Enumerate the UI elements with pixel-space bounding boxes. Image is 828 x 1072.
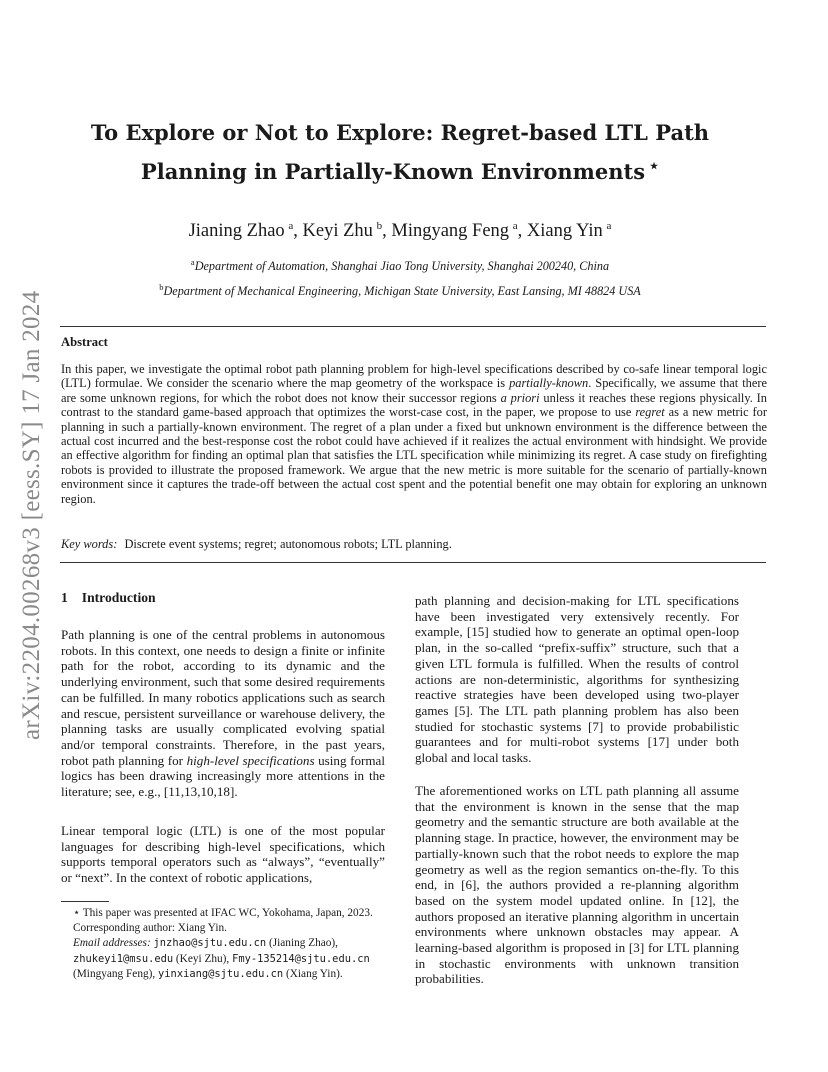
email-owner: (Xiang Yin).	[286, 967, 343, 980]
abstract-bottom-rule	[60, 562, 766, 563]
affiliation-item	[60, 252, 740, 277]
footnote-emails	[61, 936, 391, 982]
author-sep: ,	[382, 221, 392, 242]
abstract-heading: Abstract	[61, 335, 108, 349]
intro-paragraph-4	[415, 783, 739, 987]
author-affil-mark: a	[606, 220, 612, 232]
affiliation-mark: b	[159, 282, 164, 293]
intro-paragraph-2	[61, 823, 385, 886]
affiliations	[60, 252, 740, 302]
affiliation-mark: a	[190, 257, 195, 267]
arxiv-identifier: arXiv:2204.00268v3 [eess.SY] 17 Jan 2024	[18, 290, 45, 740]
email-owner: (Mingyang Feng),	[73, 967, 156, 980]
author-name: Mingyang Feng	[391, 221, 510, 242]
title-line-1: To Explore or Not to Explore: Regret-based LTL Path	[90, 120, 710, 145]
intro-paragraph-1	[61, 627, 385, 800]
keywords-text: Discrete event systems; regret; autonomous robots; LTL planning.	[124, 537, 452, 551]
abstract-top-rule	[60, 326, 766, 327]
abstract-text: In this paper, we investigate the optimal robot path planning problem for high-level specifications described by co-safe linear temporal logic (LTL) formulae. We consider the scenario where the map geometry of the workspace is	[61, 362, 767, 391]
author-affil-mark: a	[288, 220, 294, 232]
abstract-emphasis: regret	[635, 405, 665, 420]
paragraph-emphasis: high-level specifications	[186, 752, 315, 768]
author-name: Jianing Zhao	[188, 221, 285, 242]
author-list	[90, 220, 710, 242]
email-owner: (Jianing Zhao),	[268, 937, 339, 950]
email-address[interactable]: jnzhao@sjtu.edu.cn	[153, 937, 267, 950]
paragraph-text: Path planning is one of the central problems in autonomous robots. In this context, one needs to design a finite or infinite path for the robot, according to its dynamic and the underlying environment, such that some desired requirements can be fulfilled. In many robotics applications such as search and rescue, persistent surveillance or warehouse delivery, the planning tasks are usually complicated evolving spatial and/or temporal constraints. Therefore, in the past years, robot path planning for	[61, 627, 385, 768]
abstract-emphasis: a priori	[500, 390, 540, 405]
email-owner: (Keyi Zhu),	[175, 952, 230, 965]
title-line-2-text: Planning in Partially-Known Environments	[140, 159, 646, 184]
email-address[interactable]: yinxiang@sjtu.edu.cn	[158, 967, 284, 980]
email-address[interactable]: Fmy-135214@sjtu.edu.cn	[232, 952, 370, 965]
author-affil-mark: b	[376, 220, 383, 232]
affiliation-text: Department of Automation, Shanghai Jiao Tong University, Shanghai 200240, China	[194, 259, 610, 274]
affiliation-item	[60, 277, 740, 302]
author-sep: ,	[517, 221, 527, 242]
title-line-2	[90, 149, 710, 188]
paragraph-text: using formal logics has been drawing increasingly more attentions in the literature; see, e.g., [11,13,10,18].	[61, 752, 385, 800]
paragraph-text: Linear temporal logic (LTL) is one of the most popular languages for describing high-level specifications, which supports temporal operators such as “always”, “eventually” or “next”. In the context of robotic applications,	[61, 823, 385, 886]
abstract-text: as a new metric for planning in such a partially-known environment. The regret of a plan under a fixed but unknown environment is the difference between the actual cost incurred and the best-response cost the robot could have achieved if it realizes the actual environment with hindsight. We provide an effective algorithm for finding an optimal plan that satisfies the LTL specification while minimizing its regret. A case study on firefighting robots is provided to illustrate the proposed framework. We argue that the new metric is more suitable for the scenario of partially-known environment since it captures the trade-off between the actual cost spent and the potential benefit one may obtain for exploring an unknown region.	[61, 405, 767, 506]
paper-title	[90, 116, 710, 188]
author-sep: ,	[293, 221, 303, 242]
keywords	[61, 537, 452, 552]
email-address[interactable]: zhukeyi1@msu.edu	[73, 952, 174, 965]
section-number: 1	[61, 590, 68, 605]
email-label: Email addresses:	[73, 937, 151, 950]
abstract-text: unless it reaches these regions physically. In contrast to the standard game-based approach that optimizes the worst-case cost, in the paper, we propose to use	[61, 390, 767, 420]
author-name: Keyi Zhu	[302, 221, 373, 242]
abstract-emphasis: partially-known	[509, 376, 589, 391]
abstract-body	[61, 362, 767, 506]
keywords-label: Key words:	[61, 537, 118, 551]
affiliation-text: Department of Mechanical Engineering, Michigan State University, East Lansing, MI 48824 USA	[163, 284, 641, 299]
intro-paragraph-3	[415, 593, 739, 766]
section-title: Introduction	[81, 590, 156, 605]
footnote-rule	[61, 901, 109, 902]
abstract-text: . Specifically, we assume that there are some unknown regions, for which the robot does not know their successor regions	[61, 376, 767, 405]
footnote-text: This paper was presented at IFAC WC, Yokohama, Japan, 2023. Corresponding author: Xiang Yin.	[73, 907, 373, 935]
author-affil-mark: a	[512, 220, 518, 232]
footnote	[61, 906, 391, 982]
section-heading	[61, 590, 156, 606]
author-name: Xiang Yin	[526, 221, 603, 242]
paragraph-text: path planning and decision-making for LTL specifications have been investigated very extensively recently. For example, [15] studied how to generate an optimal open-loop plan, in the so-called “prefix-suffix” structure, such that a given LTL formula is fulfilled. When the results of control actions are non-deterministic, algorithms for synthesizing reactive strategies have been developed using two-player games [5]. The LTL path planning problem has also been studied for stochastic systems [7] to provide probabilistic guarantees and for multi-robot systems [17] under both global and local tasks.	[415, 593, 739, 766]
footnote-star-mark: ⋆	[73, 907, 81, 919]
paragraph-text: The aforementioned works on LTL path planning all assume that the environment is known in the sense that the map geometry and the semantic structure are both available at the planning stage. In practice, however, the environment may be partially-known such that the robot needs to explore the map geometry as well as the region semantics on-the-fly. To this end, in [6], the authors provided a re-planning algorithm based on the system model updated online. In [12], the authors proposed an iterative planning algorithm in uncertain environments where unknown obstacles may appear. A learning-based algorithm is proposed in [3] for LTL planning in stochastic environments with unknown transition probabilities.	[415, 783, 739, 987]
footnote-note	[61, 906, 391, 936]
title-star-mark: ⋆	[649, 156, 660, 175]
